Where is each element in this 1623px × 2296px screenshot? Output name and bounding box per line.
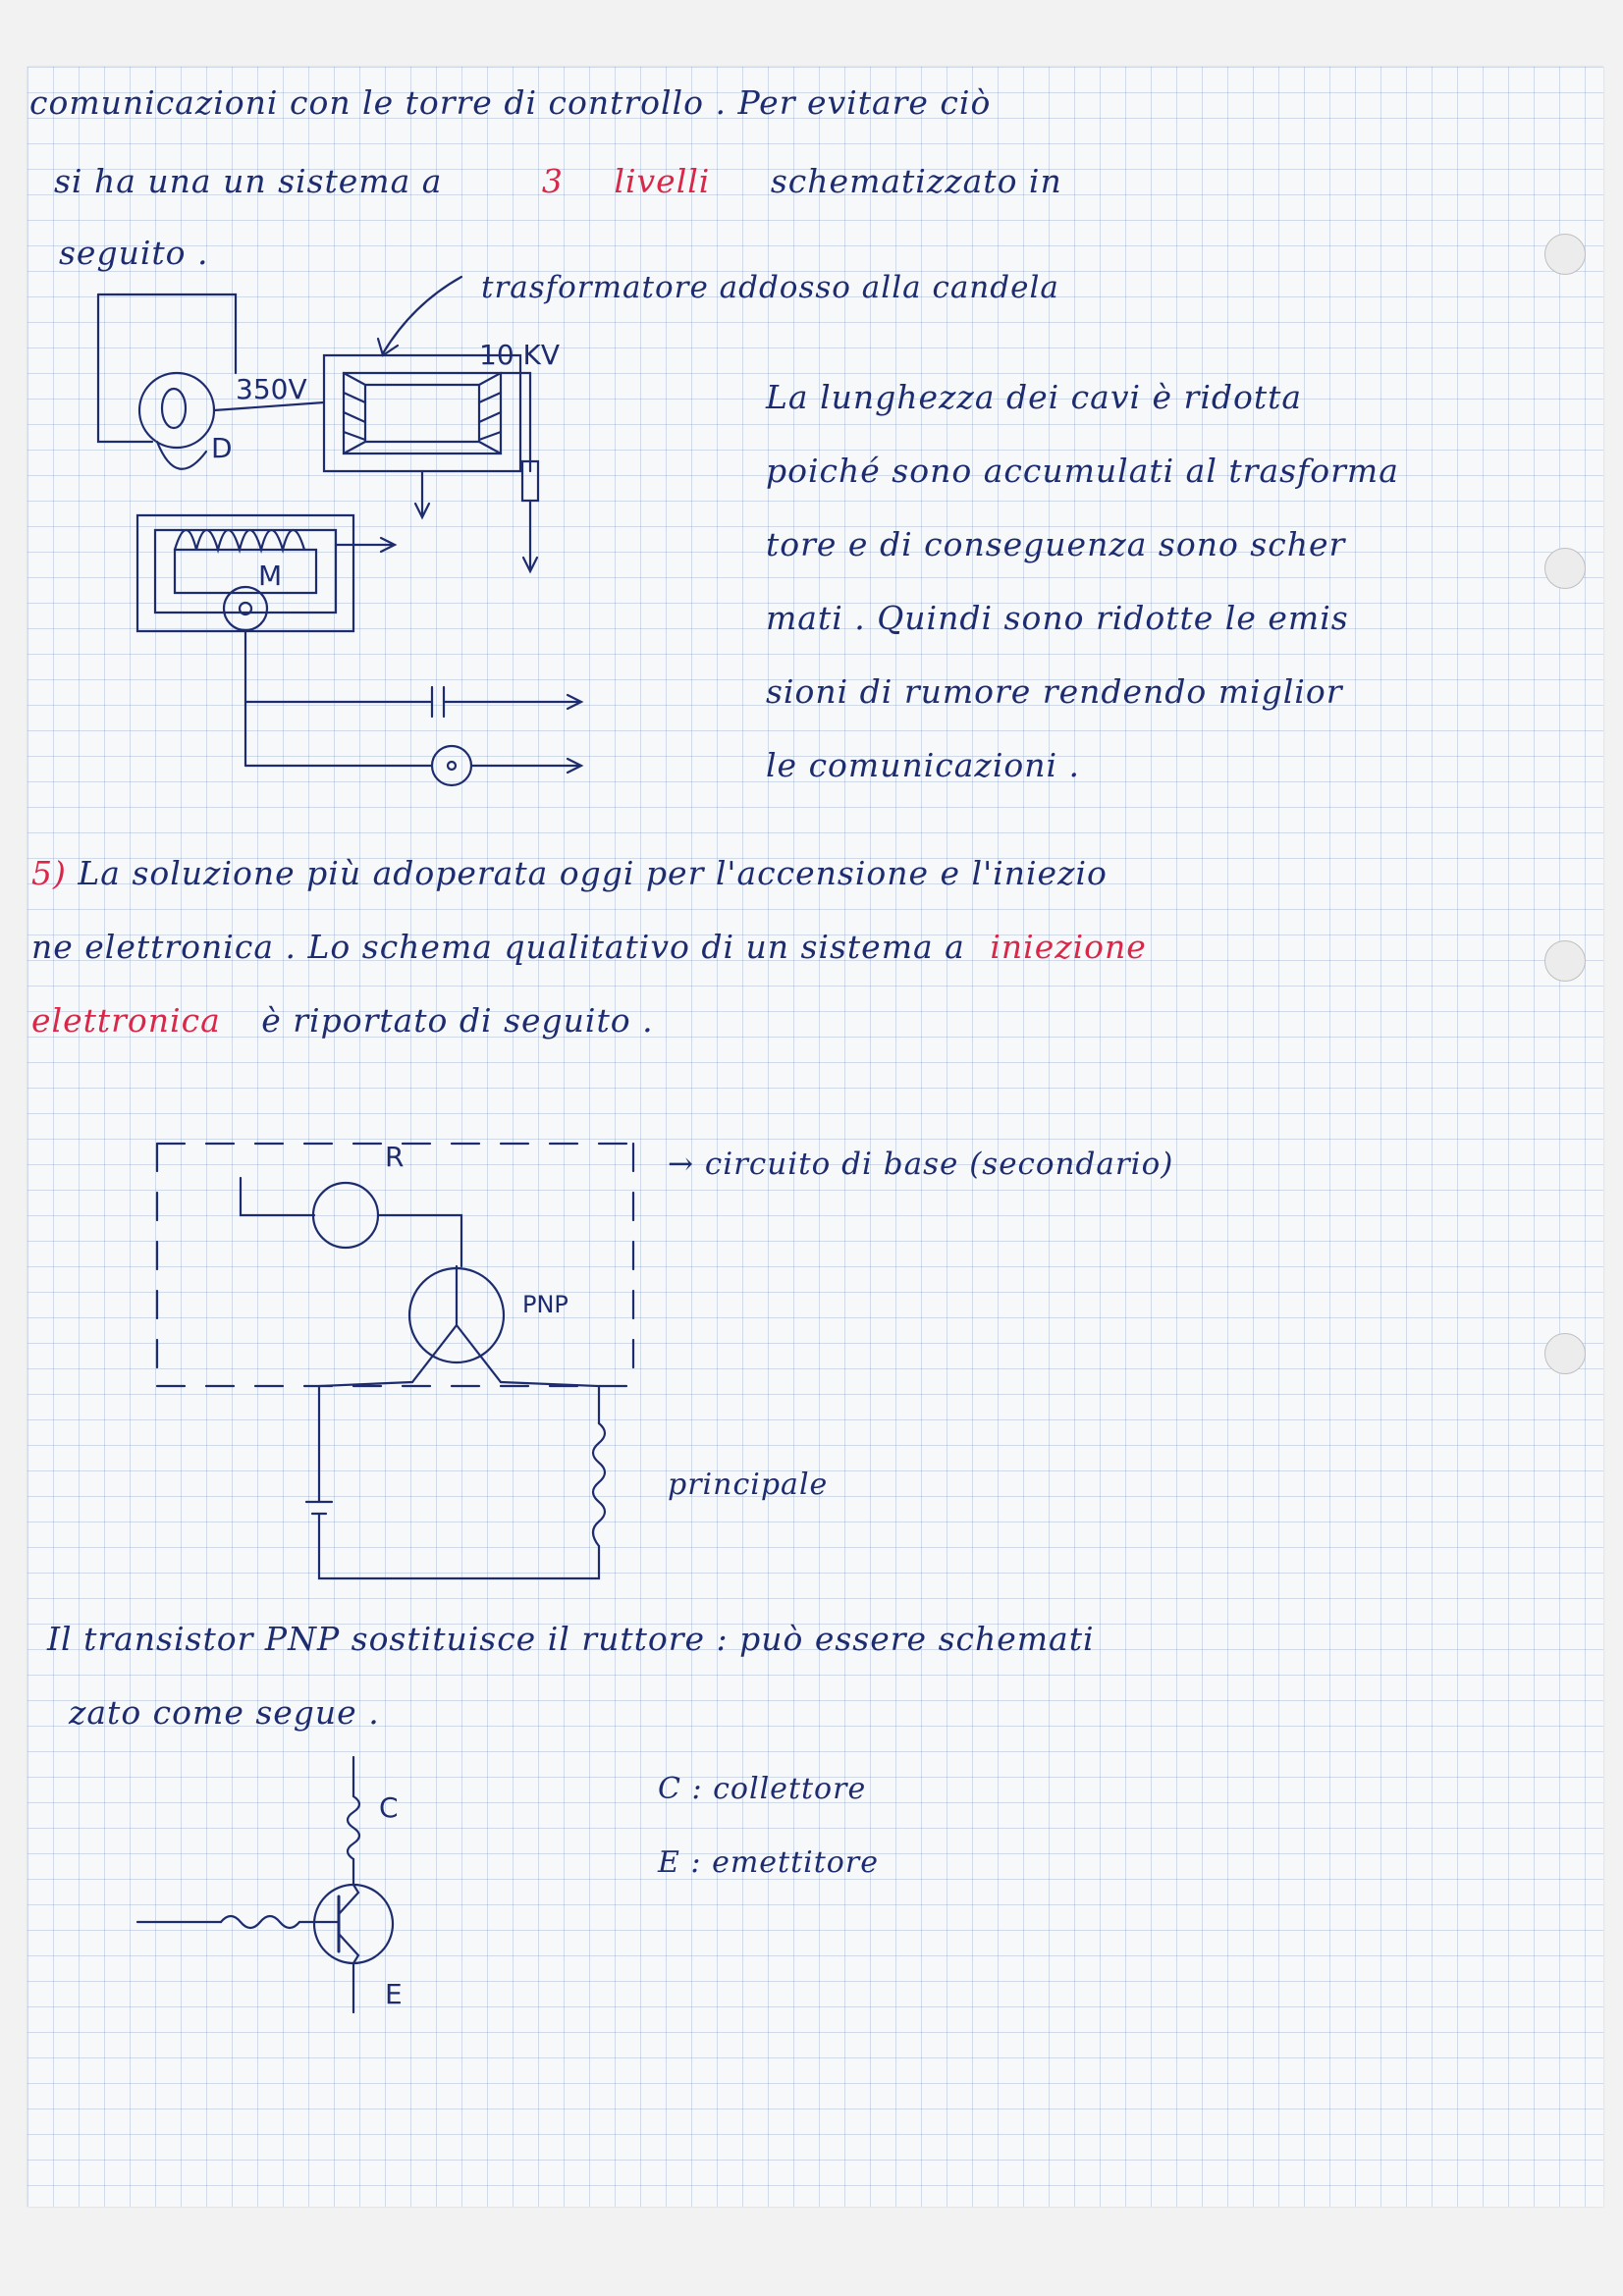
injection-word: iniezione bbox=[990, 928, 1147, 966]
voltage-high-label: 10 KV bbox=[479, 339, 561, 371]
text-line-2-start: si ha una un sistema a bbox=[54, 162, 443, 200]
levels-number: 3 bbox=[541, 162, 564, 200]
voltage-low-label: 350V bbox=[236, 373, 307, 405]
pnp-label: PNP bbox=[522, 1291, 568, 1318]
base-circuit-label: → circuito di base (secondario) bbox=[668, 1147, 1174, 1182]
side-text-2: poiché sono accumulati al trasforma bbox=[766, 452, 1399, 490]
levels-word: livelli bbox=[614, 162, 711, 200]
side-text-3: tore e di conseguenza sono scher bbox=[766, 525, 1346, 563]
collector-label: C bbox=[379, 1791, 399, 1824]
motor-label: M bbox=[258, 560, 283, 592]
legend-emitter: E : emettitore bbox=[658, 1845, 879, 1880]
transistor-line-2: zato come segue . bbox=[69, 1693, 380, 1732]
diode-label: D bbox=[211, 432, 233, 464]
resistor-label: R bbox=[385, 1141, 405, 1173]
transistor-line-1: Il transistor PNP sostituisce il ruttore : può essere schemati bbox=[47, 1620, 1095, 1658]
main-circuit-label: principale bbox=[668, 1468, 829, 1502]
collector-coil bbox=[348, 1796, 359, 1859]
electronic-word: elettronica bbox=[31, 1001, 221, 1040]
section5-line-2-text: ne elettronica . Lo schema qualitativo di un sistema a bbox=[31, 928, 965, 966]
section5-line-3-text: è riportato di seguito . bbox=[261, 1001, 654, 1040]
text-line-2-end: schematizzato in bbox=[770, 162, 1062, 200]
side-text-5: sioni di rumore rendendo miglior bbox=[766, 672, 1343, 711]
base-coil bbox=[221, 1916, 299, 1928]
side-text-4: mati . Quindi sono ridotte le emis bbox=[766, 599, 1349, 637]
section5-line-1-text: La soluzione più adoperata oggi per l'accensione e l'iniezio bbox=[78, 854, 1108, 892]
side-text-6: le comunicazioni . bbox=[766, 746, 1081, 784]
emitter-label: E bbox=[385, 1978, 403, 2010]
text-line-3: seguito . bbox=[59, 234, 209, 272]
section5-number: 5) bbox=[31, 854, 67, 892]
transformer-label: trasformatore addosso alla candela bbox=[481, 270, 1059, 305]
text-line-1: comunicazioni con le torre di controllo . Per evitare ciò bbox=[29, 83, 992, 122]
legend-collector: C : collettore bbox=[658, 1772, 867, 1806]
side-text-1: La lunghezza dei cavi è ridotta bbox=[766, 378, 1303, 416]
